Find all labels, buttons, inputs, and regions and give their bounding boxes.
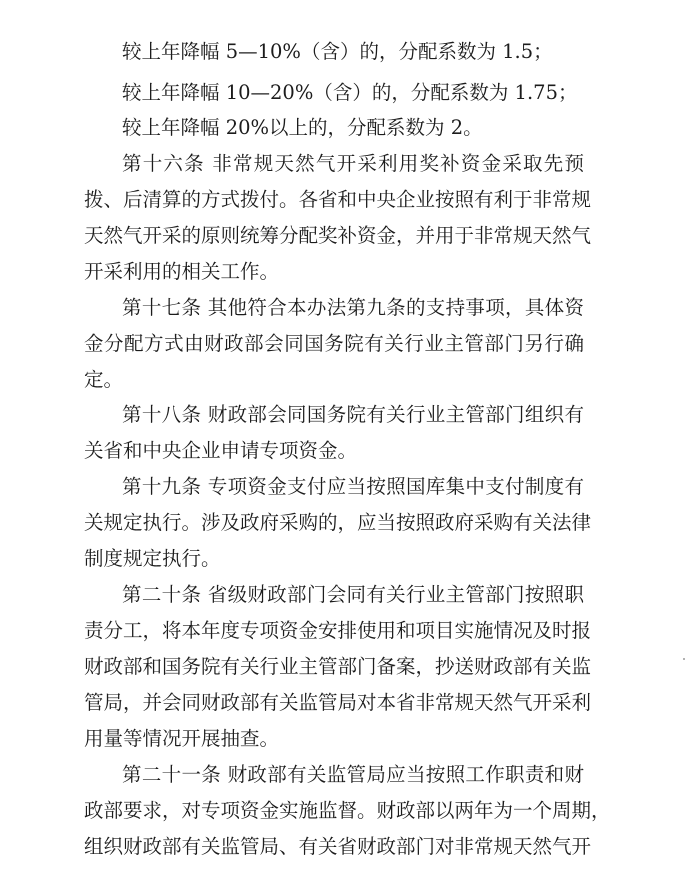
text-line: 较上年降幅 20%以上的，分配系数为 2。 bbox=[122, 116, 483, 139]
text-line: 金分配方式由财政部会同国务院有关行业主管部门另行确 bbox=[84, 332, 584, 355]
text-line: 组织财政部有关监管局、有关省财政部门对非常规天然气开 bbox=[84, 835, 592, 858]
text-line: 用量等情况开展抽查。 bbox=[84, 727, 280, 750]
text-line: 第二十条 省级财政部门会同有关行业主管部门按照职 bbox=[122, 583, 584, 606]
text-line: 第十六条 非常规天然气开采利用奖补资金采取先预 bbox=[122, 152, 584, 175]
text-line: 第十七条 其他符合本办法第九条的支持事项，具体资 bbox=[122, 296, 584, 319]
scan-speck bbox=[683, 658, 685, 660]
text-line: 第二十一条 财政部有关监管局应当按照工作职责和财 bbox=[122, 763, 584, 786]
text-line: 较上年降幅 5—10%（含）的，分配系数为 1.5； bbox=[122, 40, 553, 63]
text-line: 责分工，将本年度专项资金安排使用和项目实施情况及时报 bbox=[84, 619, 592, 642]
text-line: 管局，并会同财政部有关监管局对本省非常规天然气开采利 bbox=[84, 691, 592, 714]
text-line: 制度规定执行。 bbox=[84, 547, 221, 570]
text-line: 开采利用的相关工作。 bbox=[84, 260, 280, 283]
text-line: 第十八条 财政部会同国务院有关行业主管部门组织有 bbox=[122, 403, 584, 426]
text-line: 较上年降幅 10—20%（含）的，分配系数为 1.75； bbox=[122, 81, 578, 104]
text-line: 天然气开采的原则统筹分配奖补资金，并用于非常规天然气 bbox=[84, 224, 592, 247]
text-line: 关规定执行。涉及政府采购的，应当按照政府采购有关法律 bbox=[84, 511, 592, 534]
text-line: 定。 bbox=[84, 368, 124, 391]
text-line: 财政部和国务院有关行业主管部门备案，抄送财政部有关监 bbox=[84, 655, 592, 678]
text-line: 政部要求，对专项资金实施监督。财政部以两年为一个周期， bbox=[84, 799, 611, 822]
text-line: 关省和中央企业申请专项资金。 bbox=[84, 439, 358, 462]
text-line: 第十九条 专项资金支付应当按照国库集中支付制度有 bbox=[122, 475, 584, 498]
text-line: 拨、后清算的方式拨付。各省和中央企业按照有利于非常规 bbox=[84, 188, 592, 211]
